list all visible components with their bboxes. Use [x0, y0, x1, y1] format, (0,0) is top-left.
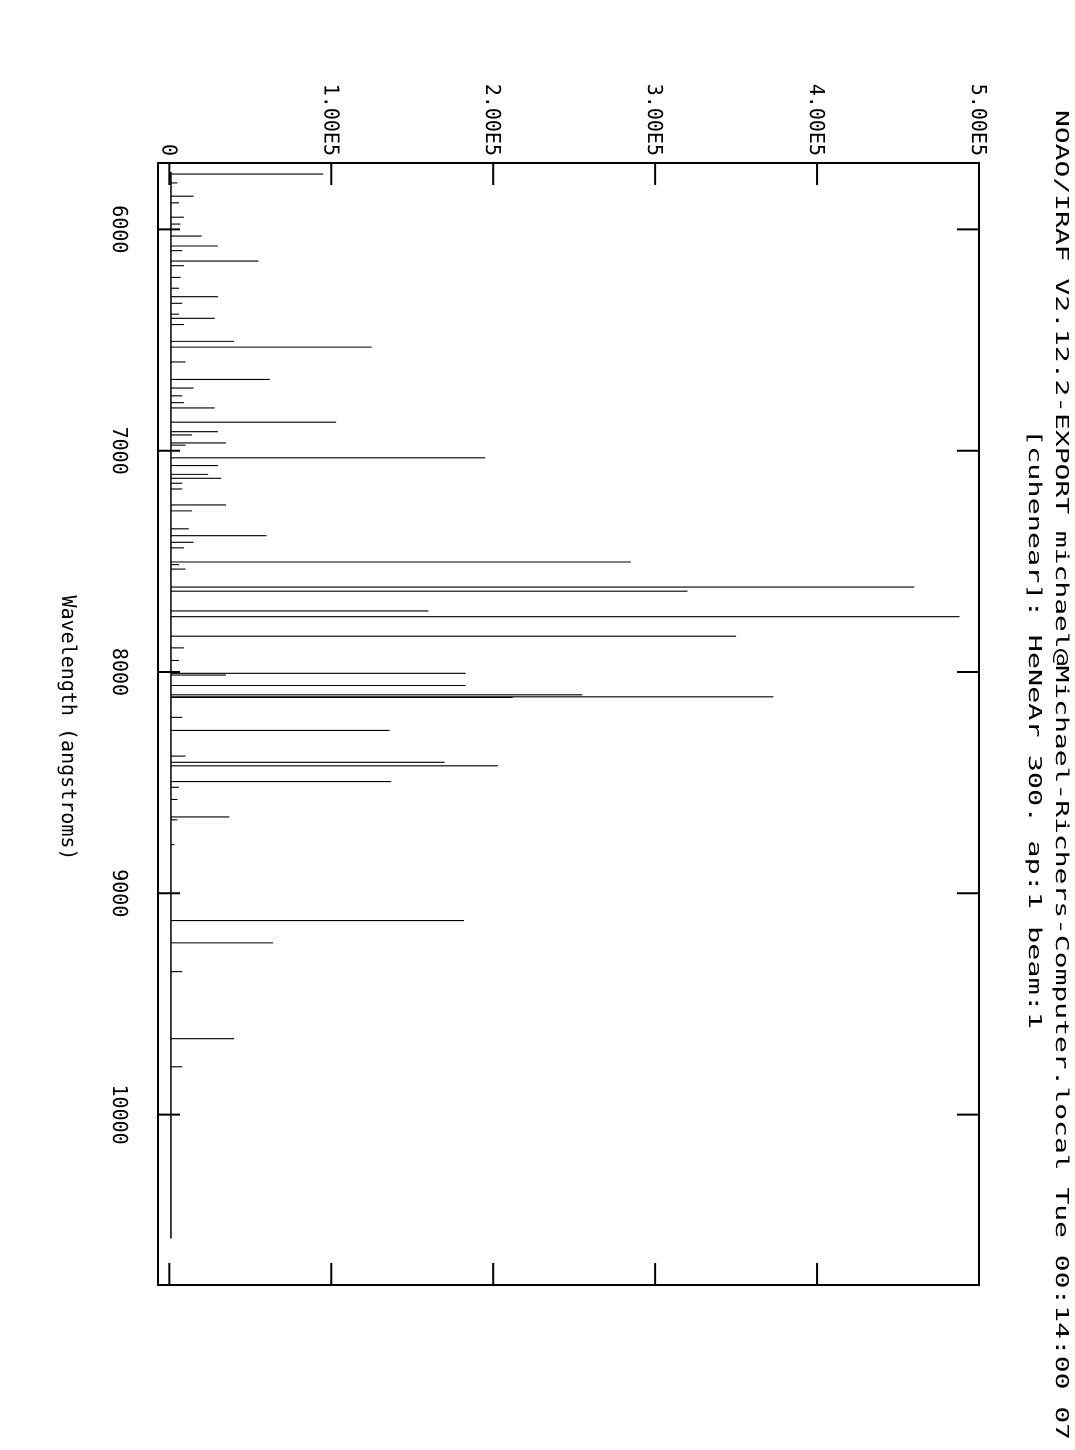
- x-tick-label: 7000: [108, 426, 132, 475]
- x-tick-label: 8000: [108, 647, 132, 697]
- x-tick-label: 10000: [108, 1084, 132, 1145]
- x-axis-tick-labels: [108, 205, 132, 1144]
- y-axis-ticks: [169, 163, 979, 1285]
- plot-frame: [158, 163, 979, 1285]
- x-tick-label: 9000: [108, 869, 132, 918]
- y-tick-label: 5.00E5: [967, 83, 991, 156]
- y-tick-label: 4.00E5: [805, 83, 830, 156]
- y-tick-label: 0: [157, 143, 182, 156]
- y-tick-label: 1.00E5: [319, 83, 344, 156]
- x-tick-label: 6000: [108, 205, 132, 254]
- x-axis-ticks: [158, 229, 979, 1114]
- y-tick-label: 3.00E5: [643, 83, 668, 156]
- y-tick-label: 2.00E5: [481, 83, 506, 156]
- x-axis-label: Wavelength (angstroms): [57, 595, 81, 861]
- y-axis-tick-labels: [157, 84, 991, 156]
- header-info-line: NOAO/IRAF V2.12.2-EXPORT michael@Michael-Richers-Computer.local Tue 00:14:00 07: [1051, 110, 1072, 967]
- spectrum-lines: [171, 172, 960, 1239]
- header-title-line: [cuhenear]: HeNeAr 300. ap:1 beam:1: [1024, 429, 1045, 809]
